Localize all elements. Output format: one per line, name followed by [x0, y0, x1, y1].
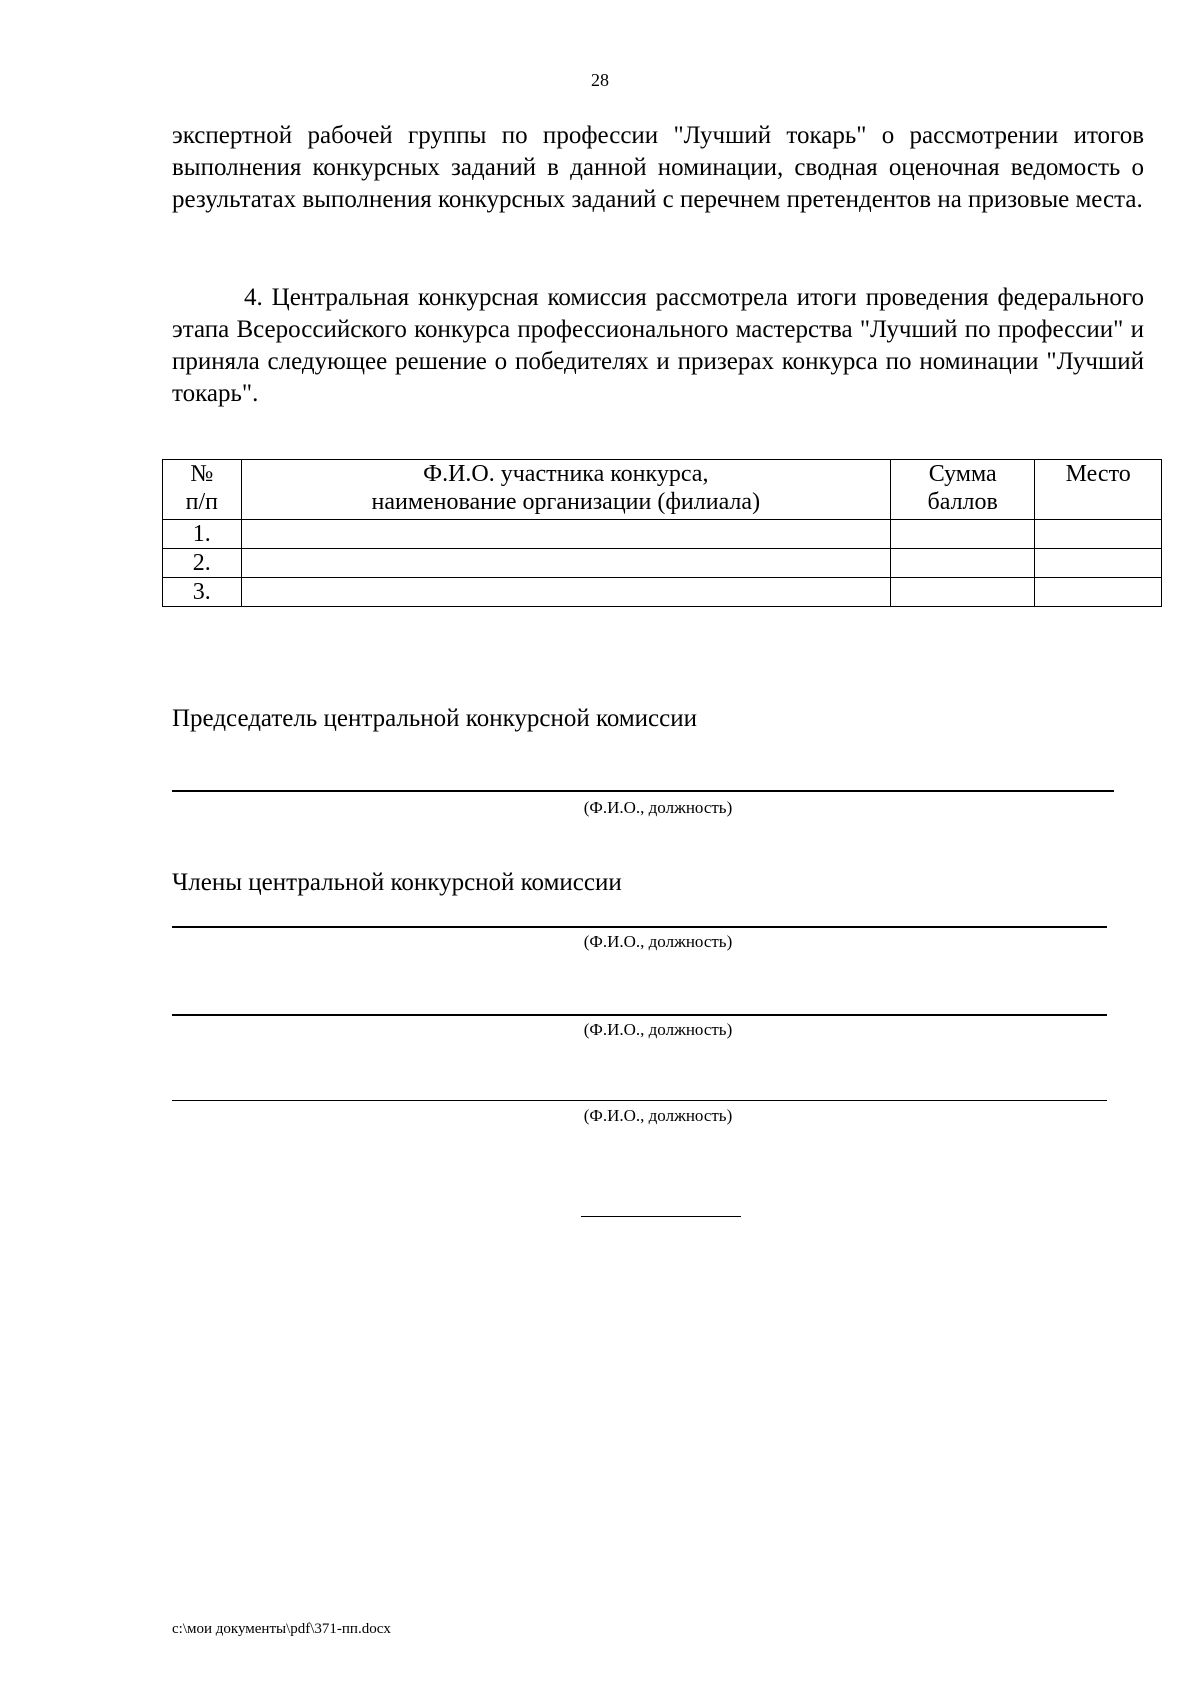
paragraph-item-4: 4. Центральная конкурсная комиссия рассмотрела итоги проведения федерального этапа Всероссийского конкурса профессионального мастерства "Лучший по профессии" и приняла следующее решение о победителях и призерах конкурса по номинации "Лучший токарь". — [172, 284, 1144, 407]
header-name-line1: Ф.И.О. участника конкурса, — [423, 461, 709, 487]
member-signature-line — [172, 1014, 1107, 1016]
table-row — [163, 520, 1162, 549]
row-sum-cell — [890, 549, 1034, 578]
header-sum-line1: Сумма — [928, 461, 997, 487]
member-signature-caption: (Ф.И.О., должность) — [583, 1020, 733, 1039]
member-signature-line — [172, 926, 1107, 928]
chairman-signature-caption: (Ф.И.О., должность) — [583, 798, 733, 817]
header-number — [163, 460, 242, 520]
table-row — [163, 549, 1162, 578]
results-table — [162, 459, 1162, 607]
row-sum-cell — [890, 578, 1034, 607]
chairman-signature-line — [172, 790, 1114, 792]
header-number-line1: № — [190, 461, 214, 487]
member-signature-line — [172, 1100, 1107, 1101]
members-title: Члены центральной конкурсной комиссии — [172, 869, 622, 896]
row-name-cell — [241, 578, 890, 607]
header-place — [1035, 460, 1162, 520]
row-sum-cell — [890, 520, 1034, 549]
row-name-cell — [241, 520, 890, 549]
member-signature-caption: (Ф.И.О., должность) — [583, 932, 733, 951]
header-name-line2: наименование организации (филиала) — [371, 489, 761, 515]
page-number: 28 — [591, 70, 609, 90]
table-header-row — [163, 460, 1162, 520]
end-of-document-dash — [581, 1216, 741, 1217]
header-number-line2: п/п — [185, 489, 218, 515]
row-number: 2. — [163, 549, 242, 578]
row-place-cell — [1035, 520, 1162, 549]
paragraph-continuation: экспертной рабочей группы по профессии "Лучший токарь" о рассмотрении итогов выполнения конкурсных заданий в данной номинации, сводная оценочная ведомость о результатах выполнения конкурсных заданий с перечнем претендентов на призовые места. — [172, 122, 1144, 213]
row-number: 3. — [163, 578, 242, 607]
row-number: 1. — [163, 520, 242, 549]
member-signature-caption: (Ф.И.О., должность) — [583, 1106, 733, 1125]
row-place-cell — [1035, 578, 1162, 607]
header-place-text: Место — [1065, 461, 1131, 487]
row-name-cell — [241, 549, 890, 578]
header-name — [241, 460, 890, 520]
footer-file-path: c:\мои документы\pdf\371-пп.docx — [172, 1621, 391, 1637]
chairman-title: Председатель центральной конкурсной комиссии — [172, 705, 698, 732]
header-sum-line2: баллов — [927, 489, 998, 515]
row-place-cell — [1035, 549, 1162, 578]
header-sum — [890, 460, 1034, 520]
table-row — [163, 578, 1162, 607]
